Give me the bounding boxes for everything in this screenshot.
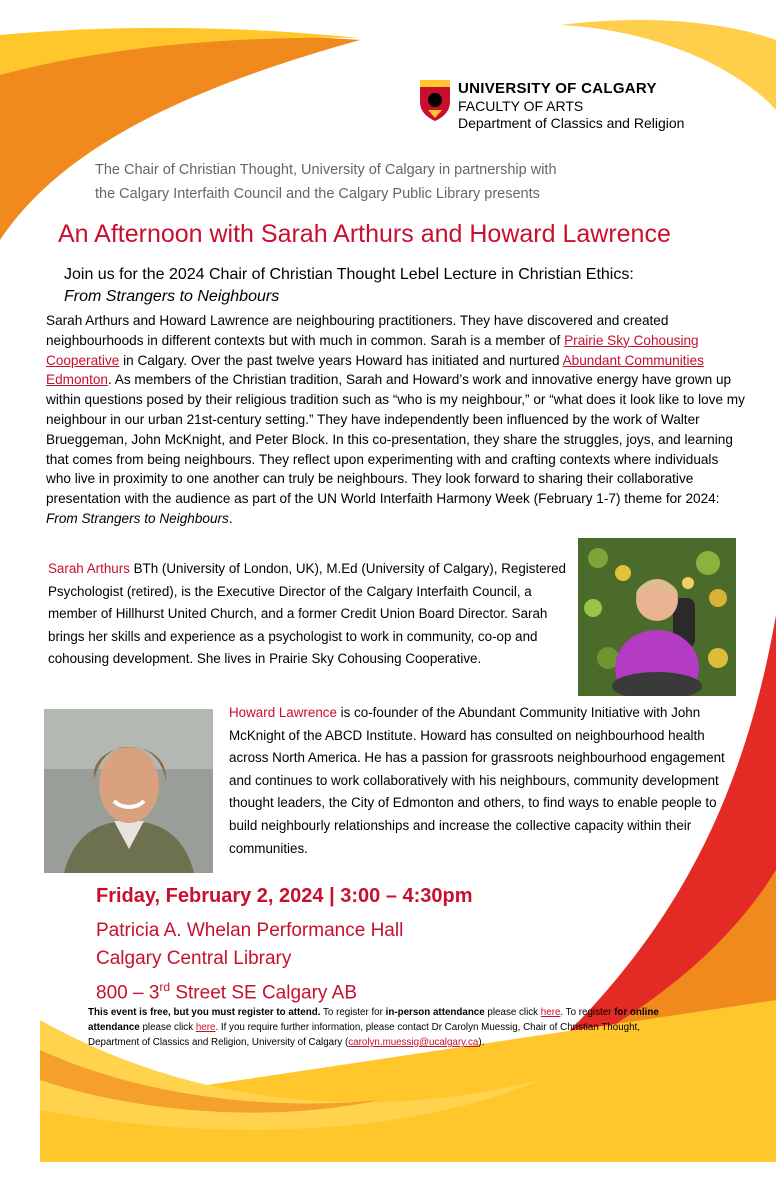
lecture-heading-line-1: Join us for the 2024 Chair of Christian Thought Lebel Lecture in Christian Ethics: [64,266,634,283]
department-name: Department of Classics and Religion [458,115,685,131]
lecture-heading [64,264,764,308]
intro-text-2: in Calgary. Over the past twelve years Howard has initiated and nurtured [119,352,563,368]
venue-hall: Patricia A. Whelan Performance Hall [96,920,404,941]
presents-text [95,158,655,206]
howard-lawrence-photo [44,709,213,873]
sarah-arthurs-photo [578,538,736,696]
in-person-register-link[interactable]: here [540,1007,561,1018]
prairie-sky-link[interactable]: Prairie Sky Cohousing Cooperative [46,332,699,368]
intro-paragraph [46,311,746,529]
university-logo [418,74,748,134]
registration-info: This event is free, but you must register to attend. To register for in-person attendance please click here. To register for online attendance please click here. If you require further information, please contact Dr Carolyn Muessig, Chair of Christian Thought, Department of Classics and Religion, University of Calgary (carolyn.muessig@ucalgary.ca). [88,1007,659,1048]
event-title: An Afternoon with Sarah Arthurs and Howard Lawrence [58,220,671,248]
top-left-orange-swoosh [0,37,360,240]
intro-text-3: . As members of the Christian tradition, Sarah and Howard’s work and innovative energy have grown up within questions posed by their religious tradition such as “who is my neighbour,” or “what does it look like to love my neighbour in our urban 21st-century setting.” They have independently been influenced by the work of Walter Brueggeman, John McKnight, and Peter Block. In this co-presentation, they share the struggles, joys, and learning that comes from being neighbours. They reflect upon experimenting with and crafting contexts where individuals who live in proximity to one another can truly be neighbours. They look forward to sharing their collaborative presentation with the audience as part of the UN World Interfaith Harmony Week (February 1-7) theme for 2024: [46,372,745,507]
intro-theme: From Strangers to Neighbours [46,510,229,526]
sarah-bio [48,558,573,671]
howard-bio [229,702,734,860]
intro-end: . [228,510,233,526]
howard-name: Howard Lawrence [229,705,337,720]
presents-line-2: the Calgary Interfaith Council and the Calgary Public Library presents [95,186,540,202]
contact-email-link[interactable]: carolyn.muessig@ucalgary.ca [348,1037,479,1048]
venue-address: 800 – 3rd Street SE Calgary AB [96,980,357,1004]
venue-library: Calgary Central Library [96,948,292,969]
free-event-note: This event is free, but you must register to attend. [88,1007,321,1018]
sarah-bio-text: BTh (University of London, UK), M.Ed (University of Calgary), Registered Psychologist (retired), is the Executive Director of the Calgary Interfaith Council, a member of Hillhurst United Church, and a former Credit Union Board Director. Sarah brings her skills and experience as a psychologist to work in community, co-op and cohousing development. She lives in Prairie Sky Cohousing Cooperative. [48,561,566,667]
university-name: UNIVERSITY OF CALGARY [458,80,657,97]
intro-text-1: Sarah Arthurs and Howard Lawrence are neighbouring practitioners. They have discovered and created neighbourhoods in different contexts but with much in common. Sarah is a member of [46,313,669,348]
faculty-name: FACULTY OF ARTS [458,98,584,114]
howard-bio-text: is co-founder of the Abundant Community Initiative with John McKnight of the ABCD Institute. Howard has consulted on neighbourhood health across North America. He has a passion for grassroots neighbourhood engagement and continues to work collaboratively with his neighbours, community development thought leaders, the City of Edmonton and others, to find ways to enable people to build neighbourly relationships and increase the collective capacity within their communities. [229,705,725,856]
lecture-theme: From Strangers to Neighbours [64,288,280,305]
abundant-communities-link[interactable]: Abundant Communities Edmonton [46,352,704,388]
sarah-name: Sarah Arthurs [48,561,130,576]
presents-line-1: The Chair of Christian Thought, University of Calgary in partnership with [95,162,557,178]
online-register-link[interactable]: here [195,1022,216,1033]
event-venue [96,917,403,1007]
event-date-time: Friday, February 2, 2024 | 3:00 – 4:30pm [96,885,473,907]
university-crest-icon [418,78,452,122]
